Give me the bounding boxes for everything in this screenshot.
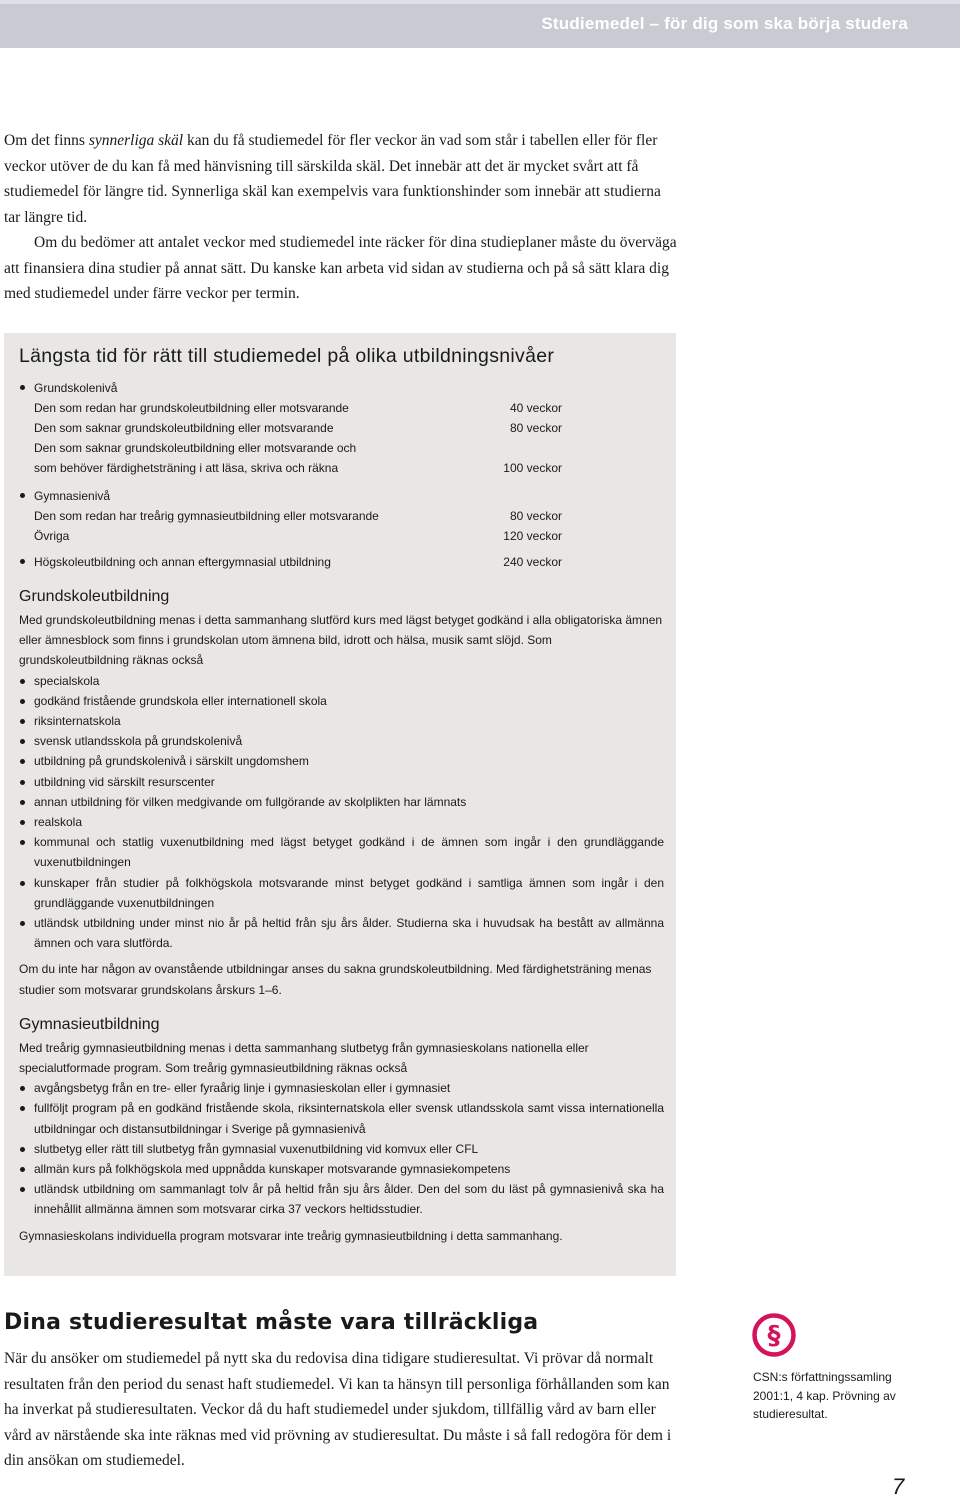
intro-p1-start: Om det finns: [4, 132, 89, 149]
list-item: utbildning på grundskolenivå i särskilt ungdomshem: [19, 751, 664, 771]
row-value: 80 veckor: [509, 421, 562, 435]
row-label: Den som redan har grundskoleutbildning eller motsvarande: [34, 401, 349, 415]
list-item: utländsk utbildning om sammanlagt tolv år på heltid från sju års ålder. Den del som du läst på gymnasienivå ska ha innehållit allmänna ämnen som motsvarar cirka 37 veckors heltidsstudier.: [19, 1179, 664, 1219]
row-label: Den som saknar grundskoleutbildning eller motsvarande och: [34, 441, 357, 455]
table-row: [34, 506, 562, 526]
row-label: Övriga: [34, 529, 70, 543]
list-item: svensk utlandsskola på grundskolenivå: [19, 731, 664, 751]
results-title: Dina studieresultat måste vara tillräckliga: [4, 1310, 539, 1335]
list-item: utbildning vid särskilt resurscenter: [19, 772, 664, 792]
row-label: Den som redan har treårig gymnasieutbildning eller motsvarande: [34, 509, 379, 523]
page-number: 7: [892, 1474, 905, 1499]
grund-outro: Om du inte har någon av ovanstående utbildningar anses du sakna grundskoleutbildning. Med färdighetsträning menas studier som motsvarar grundskolans årskurs 1–6.: [19, 962, 652, 997]
level-name: Grundskolenivå: [34, 381, 118, 395]
list-item: riksinternatskola: [19, 711, 664, 731]
row-label: Den som saknar grundskoleutbildning eller motsvarande: [34, 421, 334, 435]
list-item: slutbetyg eller rätt till slutbetyg från gymnasial vuxenutbildning vid komvux eller CFL: [19, 1139, 664, 1159]
list-item: annan utbildning för vilken medgivande om fullgörande av skolplikten har lämnats: [19, 792, 664, 812]
list-item: utländsk utbildning under minst nio år på heltid från sju års ålder. Studierna ska i huvudsak ha bestått av allmänna ämnen och vara slutförda.: [19, 913, 664, 953]
row-value: 80 veckor: [509, 509, 562, 523]
row-value: 240 veckor: [503, 555, 562, 569]
level-name: Högskoleutbildning och annan eftergymnasial utbildning: [34, 555, 331, 569]
duration-table: [19, 378, 664, 572]
grund-intro: Med grundskoleutbildning menas i detta sammanhang slutförd kurs med lägst betyget godkänd i alla obligatoriska ämnen eller ämnesblock som finns i grundskolan utom ämnena bild, idrott och hälsa, musik samt slöjd. Som grundskoleutbildning räknas också: [19, 613, 663, 668]
table-row: [34, 552, 562, 572]
list-item: realskola: [19, 812, 664, 832]
list-item: kunskaper från studier på folkhögskola motsvarande minst betyget godkänd i samtliga ämnen som ingår i den grundläggande vuxenutbildningen: [19, 873, 664, 913]
side-note: CSN:s författningssamling 2001:1, 4 kap. Prövning av studieresultat.: [753, 1370, 896, 1421]
intro-text: [4, 128, 680, 307]
intro-p1-end: kan du få studiemedel för fler veckor än vad som står i tabellen eller för fler veckor utöver de du kan få med hänvisning till särskilda skäl. Det innebär att det är mycket svårt att få studiemedel för längre tid. Synnerliga skäl kan exempelvis vara funktionshinder som innebär att studierna tar längre tid.: [4, 132, 661, 226]
intro-paragraph-1: [4, 128, 680, 230]
info-box: [4, 333, 676, 1276]
level-gymnasium: [19, 486, 664, 546]
row-value: 120 veckor: [503, 529, 562, 543]
intro-p1-emphasis: synnerliga skäl: [88, 132, 184, 149]
row-label: som behöver färdighetsträning i att läsa, skriva och räkna: [34, 461, 339, 475]
box-title: Längsta tid för rätt till studiemedel på olika utbildningsnivåer: [19, 345, 555, 367]
level-name: Gymnasienivå: [34, 489, 111, 503]
paragraph-icon: [752, 1313, 796, 1357]
list-item: allmän kurs på folkhögskola med uppnådda kunskaper motsvarande gymnasiekompetens: [19, 1159, 664, 1179]
list-item: kommunal och statlig vuxenutbildning med lägst betyget godkänd i de ämnen som ingår i den grundläggande vuxenutbildningen: [19, 832, 664, 872]
paragraph-glyph: §: [767, 1321, 781, 1351]
gymn-list: [19, 1078, 664, 1219]
row-value: 100 veckor: [503, 461, 562, 475]
table-row: [34, 458, 562, 478]
grund-list: [19, 671, 664, 954]
gymn-title: Gymnasieutbildning: [19, 1015, 160, 1033]
results-text: När du ansöker om studiemedel på nytt ska du redovisa dina tidigare studieresultat. Vi prövar då normalt resultaten från den period du senast haft studiemedel. Vi kan ta hänsyn till personliga förhållanden som kan ha inverkat på studieresultaten. Veckor då du haft studiemedel under sjukdom, tillfällig vård av barn eller vård av närstående ska inte räknas med vid prövning av studieresultat. Du måste i så fall redogöra för dem i din ansökan om studiemedel.: [4, 1350, 672, 1469]
grund-title: Grundskoleutbildning: [19, 588, 170, 605]
header-band: [0, 0, 960, 48]
header-title: Studiemedel – för dig som ska börja studera: [541, 14, 908, 33]
table-row: [34, 398, 562, 418]
table-row: [34, 526, 562, 546]
table-row: [34, 438, 562, 458]
level-grundskola: [19, 378, 664, 478]
level-hogskola: [19, 552, 664, 572]
list-item: fullföljt program på en godkänd fristående skola, riksinternatskola eller svensk utlandsskola samt vissa internationella utbildningar och distansutbildningar i Sverige på gymnasienivå: [19, 1098, 664, 1138]
list-item: avgångsbetyg från en tre- eller fyraårig linje i gymnasieskolan eller i gymnasiet: [19, 1078, 664, 1098]
row-value: 40 veckor: [509, 401, 562, 415]
table-row: [34, 418, 562, 438]
gymn-outro: Gymnasieskolans individuella program motsvarar inte treårig gymnasieutbildning i detta sammanhang.: [19, 1228, 563, 1243]
intro-paragraph-2: Om du bedömer att antalet veckor med studiemedel inte räcker för dina studieplaner måste du överväga att finansiera dina studier på annat sätt. Du kanske kan arbeta vid sidan av studierna och på så sätt klara dig med studiemedel under färre veckor per termin.: [4, 234, 677, 302]
gymn-intro: Med treårig gymnasieutbildning menas i detta sammanhang slutbetyg från gymnasieskolans nationella eller specialutformade program. Som treårig gymnasieutbildning räknas också: [19, 1040, 589, 1076]
list-item: godkänd fristående grundskola eller internationell skola: [19, 691, 664, 711]
list-item: specialskola: [19, 671, 664, 691]
